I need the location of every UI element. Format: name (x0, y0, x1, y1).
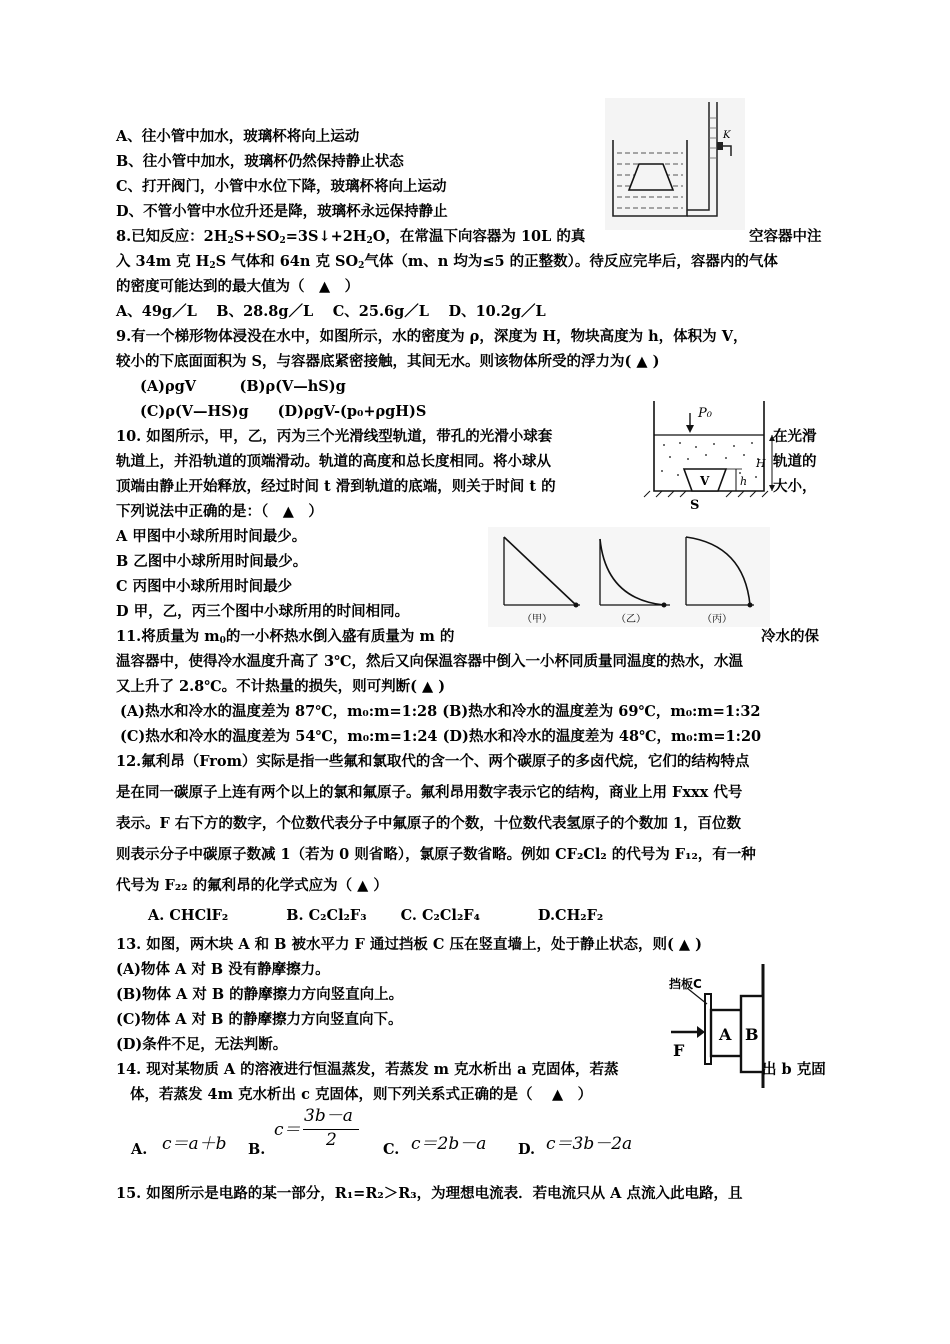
tank-h-label: H (756, 457, 766, 470)
track-label-bing: （丙） (702, 614, 732, 625)
q10-line-2-right: 轨道的 (773, 453, 817, 470)
q9-options-ab: (A)ρgV (B)ρ(V—hS)g (140, 378, 346, 395)
q14-option-b-numerator: 3b－a (304, 1106, 353, 1126)
track-label-yi: （乙） (616, 614, 646, 625)
q13-option-a: (A)物体 A 对 B 没有静摩擦力。 (116, 961, 330, 978)
tank-s-label: S (690, 498, 700, 513)
tank-p0-label: P₀ (698, 406, 712, 421)
q11-line-2: 温容器中，使得冷水温度升高了 3℃，然后又向保温容器中倒入一小杯同质量同温度的热水，水温 (116, 653, 744, 670)
q7-option-a: A、往小管中加水，玻璃杯将向上运动 (116, 128, 360, 145)
q11-options-ab: (A)热水和冷水的温度差为 87℃，m₀:m=1:28 (B)热水和冷水的温度差为 69℃，m₀:m=1:32 (120, 703, 761, 720)
board-c-label: 挡板C (669, 977, 702, 991)
q14-option-b-denominator: 2 (326, 1130, 337, 1150)
q10-option-a: A 甲图中小球所用时间最少。 (116, 528, 307, 545)
q14-option-a-label: A. (131, 1141, 148, 1158)
q10-line-1-right: 在光滑 (773, 428, 817, 445)
q11-options-cd: (C)热水和冷水的温度差为 54℃，m₀:m=1:24 (D)热水和冷水的温度差为 48℃，m₀:m=1:20 (120, 728, 762, 745)
q7-option-d: D、不管小管中水位升还是降，玻璃杯永远保持静止 (116, 203, 448, 220)
block-b-label: B (745, 1025, 759, 1044)
q10-option-d: D 甲，乙，丙三个图中小球所用的时间相同。 (116, 603, 410, 620)
q8-line-2: 入 34m 克 $H_2S$ 气体和 64n 克 $SO_2$气体（m、n 均为≤5 的正整数）。待反应完毕后，容器内的气体 (116, 253, 778, 271)
q10-line-3-right: 大小， (773, 478, 817, 495)
q8-line-1-right: 空容器中注 (749, 228, 822, 245)
q12-line-4: 则表示分子中碳原子数减 1（若为 0 则省略），氯原子数省略。例如 CF₂Cl₂ 的代号为 F₁₂，有一种 (116, 846, 756, 863)
track-label-jia: （甲） (522, 614, 552, 625)
q12-line-1: 12.氟利昂（From）实际是指一些氟和氯取代的含一个、两个碳原子的多卤代烷，它们的结构特点 (116, 753, 750, 770)
q14-line-1: 14. 现对某物质 A 的溶液进行恒温蒸发，若蒸发 m 克水析出 a 克固体，若蒸 (116, 1061, 619, 1078)
q10-option-c: C 丙图中小球所用时间最少 (116, 578, 293, 595)
q9-options-cd: (C)ρ(V—HS)g (D)ρgV-(p₀+ρgH)S (140, 403, 427, 420)
q14-line-1-right: 出 b 克固 (762, 1061, 826, 1078)
q14-option-a-formula: c＝a＋b (162, 1134, 227, 1154)
q12-line-5: 代号为 F₂₂ 的氟利昂的化学式应为（ ▲ ） (116, 877, 388, 894)
three-tracks-figure (488, 527, 770, 627)
glass-cup-tube-figure (605, 98, 745, 230)
q11-line-1: 11.将质量为 $m_0$的一小杯热水倒入盛有质量为 m 的 (116, 628, 455, 646)
q14-line-2: 体，若蒸发 4m 克水析出 c 克固体，则下列关系式正确的是（ ▲ ） (130, 1086, 593, 1103)
q10-line-1: 10. 如图所示，甲，乙，丙为三个光滑线型轨道，带孔的光滑小球套 (116, 428, 553, 445)
q12-options: A. CHClF₂ B. C₂Cl₂F₃ C. C₂Cl₂F₄ D.CH₂F₂ (148, 907, 604, 924)
q14-option-c-formula: c＝2b－a (411, 1134, 487, 1154)
q14-option-d-formula: c＝3b－2a (546, 1134, 633, 1154)
q14-option-b-label: B. (248, 1141, 266, 1158)
q13-option-b: (B)物体 A 对 B 的静摩擦力方向竖直向上。 (116, 986, 404, 1003)
q10-line-3: 顶端由静止开始释放，经过时间 t 滑到轨道的底端，则关于时间 t 的 (116, 478, 556, 495)
q10-line-2: 轨道上，并沿轨道的顶端滑动。轨道的高度和总长度相同。将小球从 (116, 453, 551, 470)
q14-option-b-lhs: c＝ (274, 1120, 301, 1140)
q13-option-d: (D)条件不足，无法判断。 (116, 1036, 288, 1053)
q7-option-c: C、打开阀门，小管中水位下降，玻璃杯将向上运动 (116, 178, 447, 195)
q8-line-3: 的密度可能达到的最大值为（ ▲ ） (116, 278, 360, 295)
q13-line-1: 13. 如图，两木块 A 和 B 被水平力 F 通过挡板 C 压在竖直墙上，处于静止状态，则( ▲ ) (116, 936, 702, 953)
q13-option-c: (C)物体 A 对 B 的静摩擦力方向竖直向下。 (116, 1011, 403, 1028)
tank-small-h-label: h (740, 475, 748, 488)
q10-line-4: 下列说法中正确的是：（ ▲ ） (116, 503, 323, 520)
block-a-label: A (719, 1025, 732, 1044)
q14-option-d-label: D. (518, 1141, 536, 1158)
q12-line-3: 表示。F 右下方的数字，个位数代表分子中氟原子的个数，十位数代表氢原子的个数加 1，百位数 (116, 815, 741, 832)
q15-line-1: 15. 如图所示是电路的某一部分，R₁=R₂＞R₃，为理想电流表．若电流只从 A 点流入此电路，且 (116, 1185, 743, 1202)
tank-v-label: V (700, 474, 710, 488)
q10-option-b: B 乙图中小球所用时间最少。 (116, 553, 308, 570)
q8-line-1: 8.已知反应：$2H_2S+SO_2=3S↓+2H_2O$，在常温下向容器为 10L 的真 (116, 228, 586, 246)
q14-option-c-label: C. (383, 1141, 400, 1158)
force-f-label: F (673, 1041, 685, 1060)
q9-line-2: 较小的下底面面积为 S，与容器底紧密接触，其间无水。则该物体所受的浮力为( ▲ ) (116, 353, 660, 370)
q11-line-3: 又上升了 2.8℃。不计热量的损失，则可判断( ▲ ) (116, 678, 446, 695)
valve-label: K (723, 130, 731, 141)
blocks-wall-figure (665, 962, 775, 1090)
q12-line-2: 是在同一碳原子上连有两个以上的氯和氟原子。氟利昂用数字表示它的结构，商业上用 Fxxx 代号 (116, 784, 743, 801)
q7-option-b: B、往小管中加水，玻璃杯仍然保持静止状态 (116, 153, 404, 170)
q9-line-1: 9.有一个梯形物体浸没在水中，如图所示，水的密度为 ρ，深度为 H，物块高度为 h，体积为 V， (116, 328, 748, 345)
q8-options: A、49g／L B、28.8g／L C、25.6g／L D、10.2g／L (116, 303, 546, 320)
q11-line-1-right: 冷水的保 (761, 628, 819, 645)
